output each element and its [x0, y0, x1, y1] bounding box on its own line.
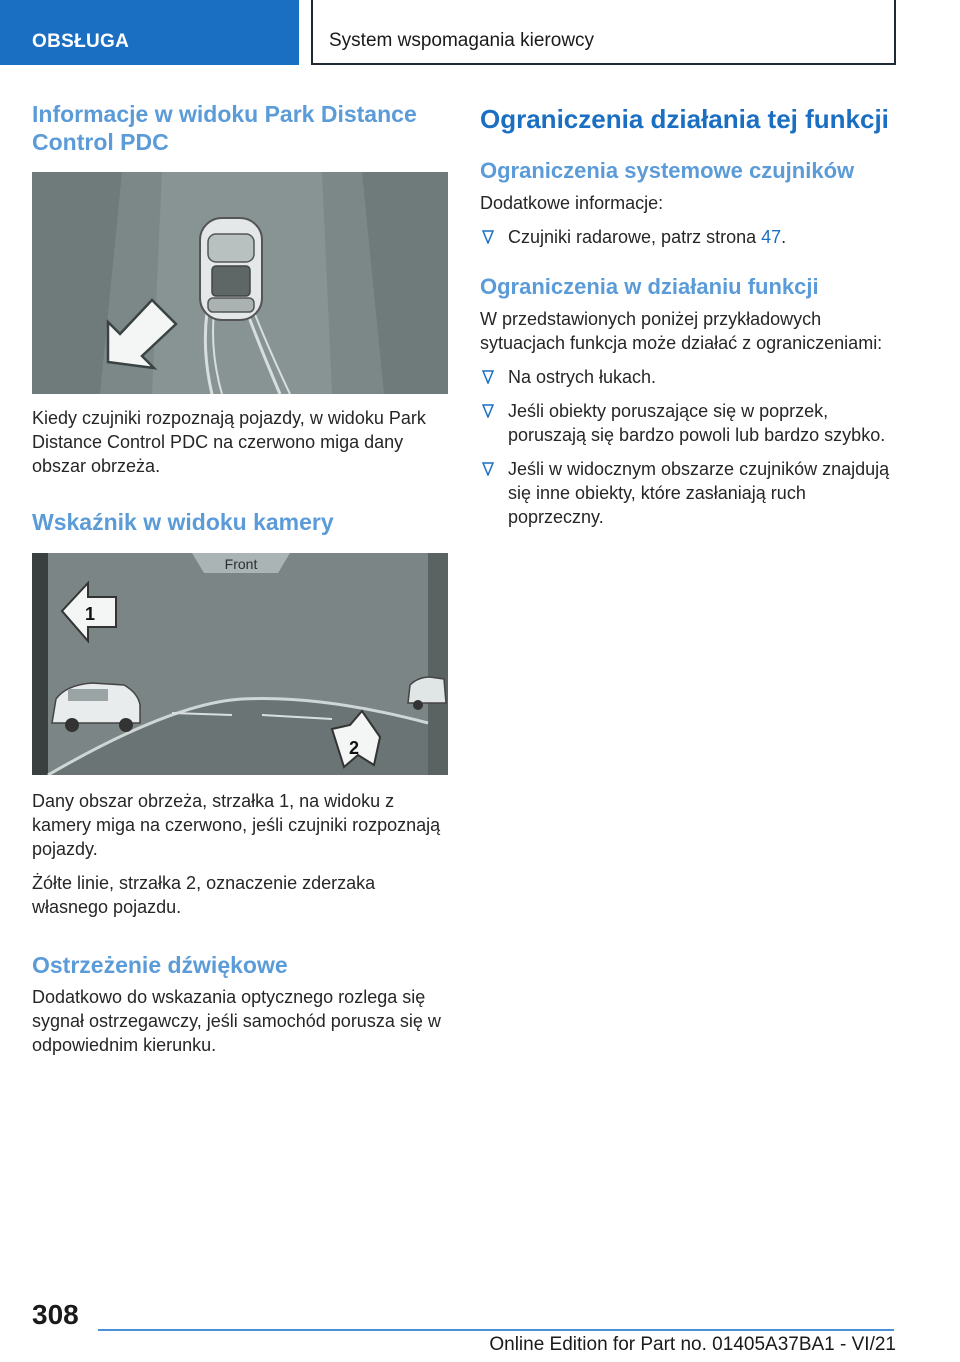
triangle-bullet-icon [482, 462, 494, 476]
header-title: System wspomagania kierowcy [329, 30, 595, 51]
list-item [480, 225, 900, 249]
section-tab [0, 0, 299, 65]
heading-sound-warning: Ostrzeżenie dźwiękowe [32, 952, 288, 978]
page-number: 308 [32, 1299, 79, 1330]
camera-view-illustration [32, 553, 448, 775]
car-topview-icon [200, 218, 262, 320]
heading-function-limits: Ograniczenia w działaniu funkcji [480, 274, 819, 299]
arrow-2-label: 2 [348, 738, 360, 758]
pdc-view-illustration [32, 172, 448, 394]
left-column [32, 100, 448, 1057]
paragraph-function-limits: W przedstawionych poniżej przykładowych sytuacjach funkcja może działać z ograniczeniami: [480, 309, 883, 353]
list-item-text: Na ostrych łukach. [508, 367, 657, 387]
list-item-text: Czujniki radarowe, patrz strona [508, 227, 762, 247]
right-column [480, 100, 900, 529]
function-limits-list [480, 365, 900, 529]
list-item-end: . [781, 227, 787, 247]
camera-view-figure [32, 553, 448, 775]
list-item [480, 457, 900, 529]
paragraph-camera-1: Dany obszar obrzeża, strzałka 1, na widoku z kamery miga na czerwono, jeśli czujniki rozpoznają pojazdy. [32, 791, 441, 859]
heading-sensor-limits: Ograniczenia systemowe czujników [480, 158, 855, 183]
list-item [480, 365, 900, 389]
section-tab-label: OBSŁUGA [32, 31, 130, 52]
heading-limits: Ograniczenia działania tej funkcji [480, 104, 889, 134]
paragraph-camera-2: Żółte linie, strzałka 2, oznaczenie zderzaka własnego pojazdu. [32, 873, 376, 917]
arrow-1-label: 1 [84, 604, 96, 624]
footer-edition: Online Edition for Part no. 01405A37BA1 - VI/21 [489, 1334, 896, 1355]
heading-pdc-view: Informacje w widoku Park Distance Control PDC [32, 101, 417, 155]
list-item [480, 399, 900, 447]
paragraph-pdc: Kiedy czujniki rozpoznają pojazdy, w widoku Park Distance Control PDC na czerwono miga dany obszar obrzeża. [32, 408, 426, 476]
front-label: Front [224, 556, 258, 572]
footer-divider [98, 1329, 894, 1331]
header-title-box [311, 0, 896, 65]
list-item-text: Jeśli w widocznym obszarze czujników znajdują się inne obiekty, które zasłaniają ruch poprzeczny. [508, 459, 890, 527]
triangle-bullet-icon [482, 230, 494, 244]
page-link-47[interactable]: 47 [761, 227, 782, 247]
triangle-bullet-icon [482, 370, 494, 384]
sensor-limits-list [480, 225, 900, 249]
paragraph-sound: Dodatkowo do wskazania optycznego rozlega się sygnał ostrzegawczy, jeśli samochód porusza się w odpowiednim kierunku. [32, 987, 441, 1055]
triangle-bullet-icon [482, 404, 494, 418]
pdc-view-figure [32, 172, 448, 394]
heading-camera-view: Wskaźnik w widoku kamery [32, 509, 334, 535]
list-item-text: Jeśli obiekty poruszające się w poprzek, poruszają się bardzo powoli lub bardzo szybko. [508, 401, 886, 445]
paragraph-additional-info: Dodatkowe informacje: [480, 193, 664, 213]
